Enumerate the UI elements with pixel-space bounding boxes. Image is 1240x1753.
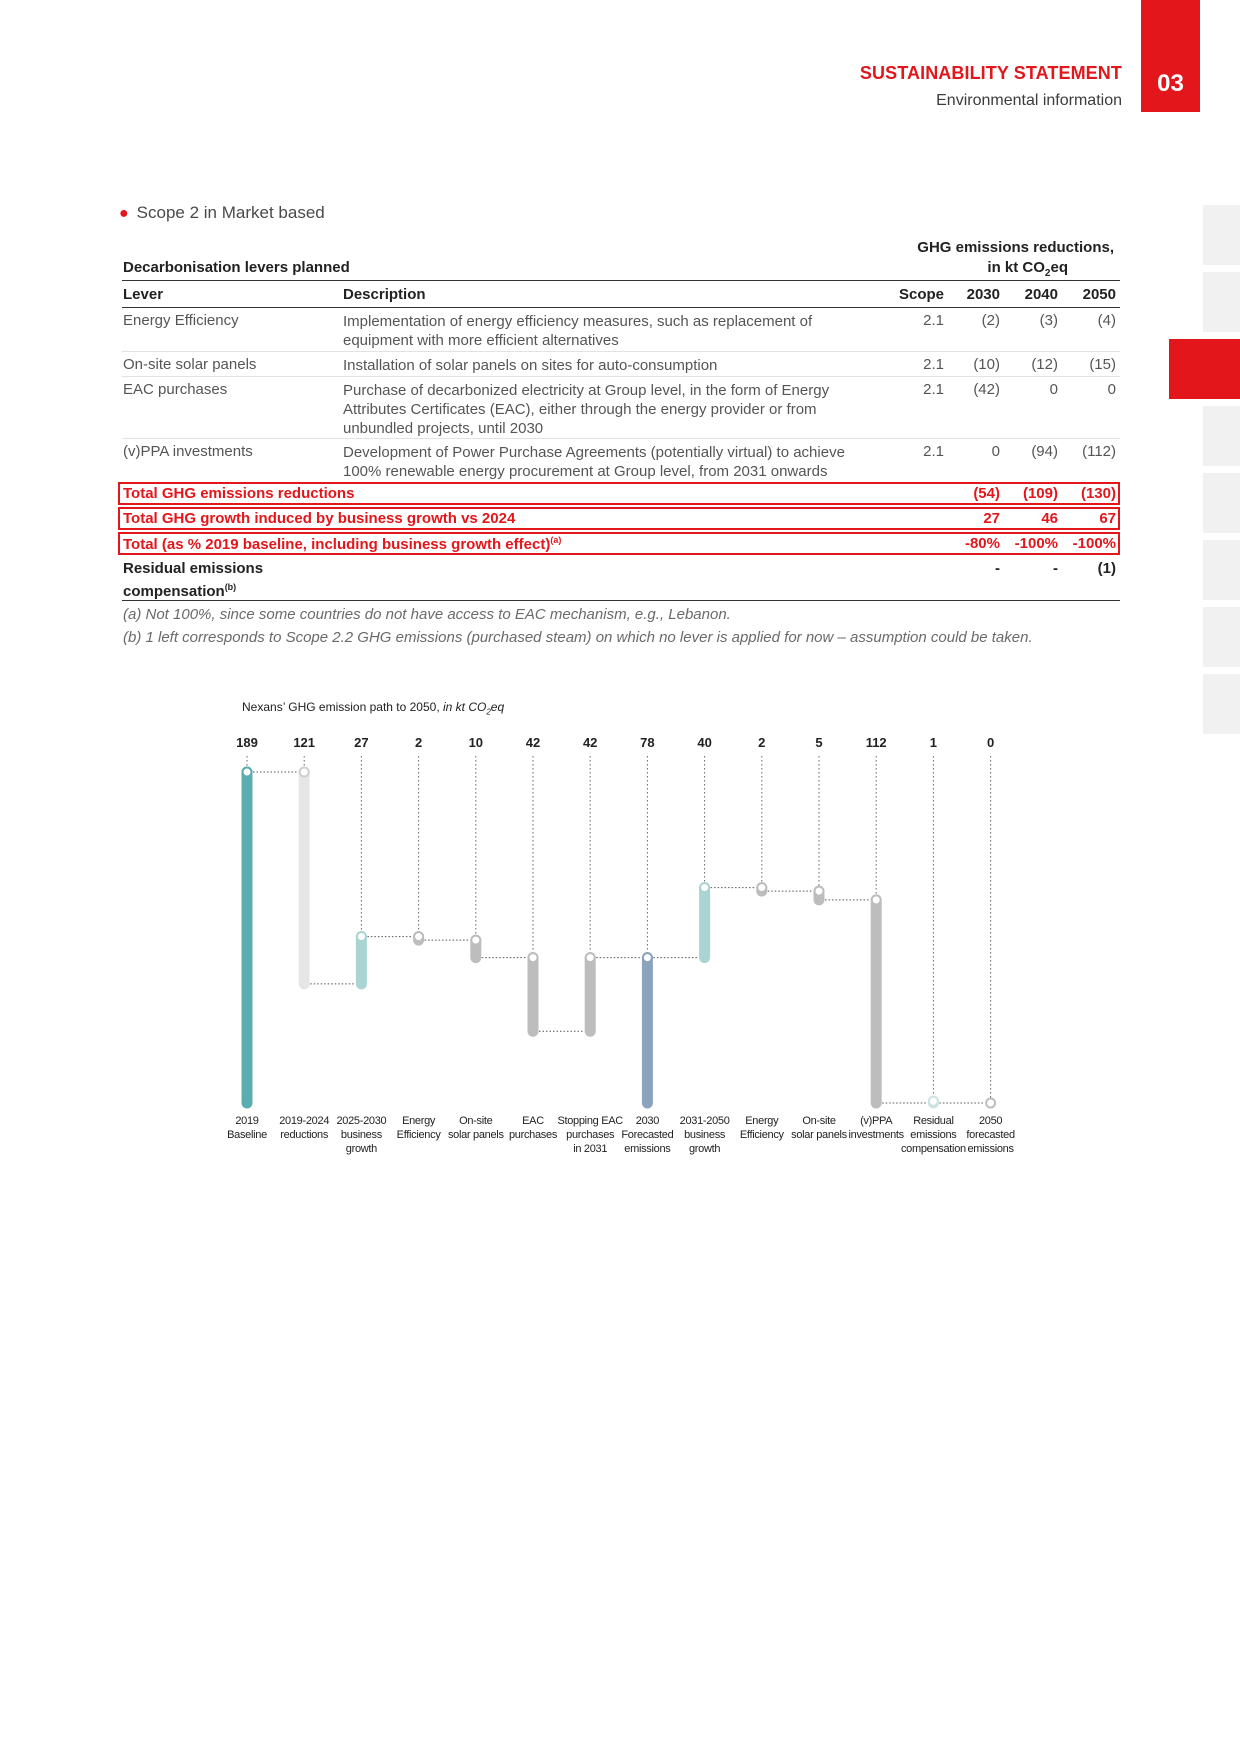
row-lever-ppa-investments: (v)PPA investments xyxy=(123,443,253,460)
table-bottom-rule xyxy=(122,600,1120,601)
bar-end-marker xyxy=(986,1099,995,1108)
header-rule xyxy=(122,307,1120,308)
row-lever-solar-panels: On-site solar panels xyxy=(123,356,257,373)
bar-end-marker xyxy=(643,953,652,962)
row-divider xyxy=(122,351,1120,352)
total-reductions-2040: (109) xyxy=(1022,485,1058,502)
row-value-2050: (4) xyxy=(1097,312,1116,329)
side-nav-tab-4[interactable] xyxy=(1203,406,1240,466)
row-divider xyxy=(122,438,1120,439)
residual-label: Residual emissions compensation$^{(b)}$ xyxy=(123,560,264,600)
bar-category-label: 2019-2024 reductions xyxy=(279,1115,330,1141)
row-value-2040: (3) xyxy=(1039,312,1058,329)
chart-title: Nexans’ GHG emission path to 2050, in kt $CO_2eq$ xyxy=(242,700,505,717)
row-value-2040: 0 xyxy=(1049,381,1058,398)
bar-value-label: 5 xyxy=(815,735,823,750)
footnote-a: (a) Not 100%, since some countries do not have access to EAC mechanism, e.g., Lebanon. xyxy=(123,606,731,623)
bar-category-label: On-site solar panels xyxy=(791,1115,847,1141)
bar-end-marker xyxy=(529,953,538,962)
total-reductions-label: Total GHG emissions reductions xyxy=(123,485,355,502)
bar-category-label: Residual emissions compensation xyxy=(900,1115,966,1155)
total-growth-2040: 46 xyxy=(1041,510,1058,527)
bar-value-label: 2 xyxy=(414,735,423,750)
bar-category-label: EAC purchases xyxy=(508,1115,558,1141)
total-growth-label: Total GHG growth induced by business growth vs 2024 xyxy=(123,510,516,527)
total-growth-2050: 67 xyxy=(1099,510,1116,527)
bar-category-label: 2031-2050 business growth xyxy=(679,1115,730,1155)
bullet-dot-icon: ● xyxy=(119,205,129,222)
side-nav-tab-7[interactable] xyxy=(1203,607,1240,667)
row-scope: 2.1 xyxy=(923,443,944,460)
side-nav-tab-8[interactable] xyxy=(1203,674,1240,734)
row-value-2030: 0 xyxy=(991,443,1000,460)
chapter-number: 03 xyxy=(1157,70,1184,97)
col-header-scope: Scope xyxy=(898,286,944,303)
bar-value-label: 42 xyxy=(582,735,598,750)
footnote-b: (b) 1 left corresponds to Scope 2.2 GHG emissions (purchased steam) on which no lever is applied for now – assumption could be taken. xyxy=(123,629,1033,646)
bar-end-marker xyxy=(586,953,595,962)
table-caption-right-line2: in kt $CO_2eq$ xyxy=(987,259,1068,279)
col-header-2050: 2050 xyxy=(1082,286,1116,303)
row-value-2030: (10) xyxy=(973,356,1000,373)
row-value-2050: (15) xyxy=(1089,356,1116,373)
row-lever-eac-purchases: EAC purchases xyxy=(123,381,228,398)
bar-value-label: 112 xyxy=(865,735,887,750)
chapter-tab[interactable] xyxy=(1141,0,1200,112)
bar-end-marker xyxy=(471,936,480,945)
total-percent-2040: -100% xyxy=(1014,535,1058,552)
total-reductions-2050: (130) xyxy=(1080,485,1116,502)
bar-end-marker xyxy=(757,883,766,892)
side-nav-tab-1[interactable] xyxy=(1203,205,1240,265)
residual-2040: - xyxy=(1053,560,1058,577)
row-value-2030: (2) xyxy=(981,312,1000,329)
scope-bullet xyxy=(119,203,325,223)
row-value-2050: (112) xyxy=(1082,443,1116,460)
col-header-2040: 2040 xyxy=(1024,286,1058,303)
row-description: Installation of solar panels on sites for auto-consumption xyxy=(343,357,718,374)
bar-category-label: 2050 forecasted emissions xyxy=(966,1115,1015,1155)
row-value-2040: (94) xyxy=(1031,443,1058,460)
row-divider xyxy=(122,376,1120,377)
row-scope: 2.1 xyxy=(923,312,944,329)
bar-value-label: 10 xyxy=(468,735,484,750)
bar-end-marker xyxy=(929,1097,938,1106)
total-percent-label: Total (as % 2019 baseline, including business growth effect)$^{(a)}$ xyxy=(123,535,562,553)
row-scope: 2.1 xyxy=(923,381,944,398)
row-lever-energy-efficiency: Energy Efficiency xyxy=(123,312,239,329)
bar-end-marker xyxy=(700,883,709,892)
bar-category-label: Stopping EAC purchases in 2031 xyxy=(557,1115,623,1155)
table-caption-left: Decarbonisation levers planned xyxy=(123,259,350,276)
side-nav-tab-6[interactable] xyxy=(1203,540,1240,600)
bar-end-marker xyxy=(243,768,252,777)
row-description: Purchase of decarbonized electricity at Group level, in the form of Energy Attributes Certificates (EAC), either through the energy provider or from unbundled projects, until 2030 xyxy=(343,382,830,437)
bar-end-marker xyxy=(872,895,881,904)
bar-value-label: 42 xyxy=(525,735,541,750)
bar-value-label: 78 xyxy=(640,735,655,750)
bar-category-label: 2019 Baseline xyxy=(227,1115,267,1141)
bar-category-label: 2025-2030 business growth xyxy=(336,1115,387,1155)
bar-end-marker xyxy=(414,932,423,941)
row-value-2030: (42) xyxy=(973,381,1000,398)
bar-category-label: Energy Efficiency xyxy=(739,1115,784,1141)
bar-end-marker xyxy=(815,887,824,896)
row-description: Implementation of energy efficiency measures, such as replacement of equipment with more efficient alternatives xyxy=(343,313,813,349)
residual-2050: (1) xyxy=(1097,560,1116,577)
section-title: SUSTAINABILITY STATEMENT xyxy=(859,63,1122,83)
table-top-rule xyxy=(122,280,1120,281)
col-header-lever: Lever xyxy=(123,286,164,303)
row-description: Development of Power Purchase Agreements (potentially virtual) to achieve 100% renewable energy procurement at Group level, from 2031 onwards xyxy=(343,444,845,480)
row-value-2050: 0 xyxy=(1107,381,1116,398)
bar-value-label: 1 xyxy=(929,735,937,750)
bar-value-label: 40 xyxy=(697,735,712,750)
bar-value-label: 121 xyxy=(293,735,316,750)
bar-value-label: 2 xyxy=(758,735,766,750)
bar-value-label: 189 xyxy=(236,735,258,750)
bar-category-label: On-site solar panels xyxy=(447,1115,504,1141)
total-growth-2030: 27 xyxy=(983,510,1000,527)
section-subtitle: Environmental information xyxy=(936,92,1122,109)
residual-2030: - xyxy=(995,560,1000,577)
bar-value-label: 27 xyxy=(354,735,369,750)
bar-end-marker xyxy=(357,932,366,941)
total-percent-2030: -80% xyxy=(964,535,1000,552)
col-header-2030: 2030 xyxy=(966,286,1000,303)
total-percent-2050: -100% xyxy=(1072,535,1116,552)
side-nav-tab-3-active[interactable] xyxy=(1169,339,1240,399)
total-reductions-2030: (54) xyxy=(973,485,1000,502)
row-scope: 2.1 xyxy=(923,356,944,373)
bar-category-label: (v)PPA investments xyxy=(848,1115,904,1141)
bullet-text: Scope 2 in Market based xyxy=(136,203,325,222)
bar-category-label: Energy Efficiency xyxy=(396,1115,441,1141)
col-header-description: Description xyxy=(343,286,426,303)
bar-category-label: 2030 Forecasted emissions xyxy=(621,1115,674,1155)
table-caption-right-line1: GHG emissions reductions, xyxy=(917,239,1114,256)
side-nav-tab-2[interactable] xyxy=(1203,272,1240,332)
row-value-2040: (12) xyxy=(1031,356,1058,373)
bar-end-marker xyxy=(300,768,309,777)
side-nav-tab-5[interactable] xyxy=(1203,473,1240,533)
bar-value-label: 0 xyxy=(986,735,995,750)
